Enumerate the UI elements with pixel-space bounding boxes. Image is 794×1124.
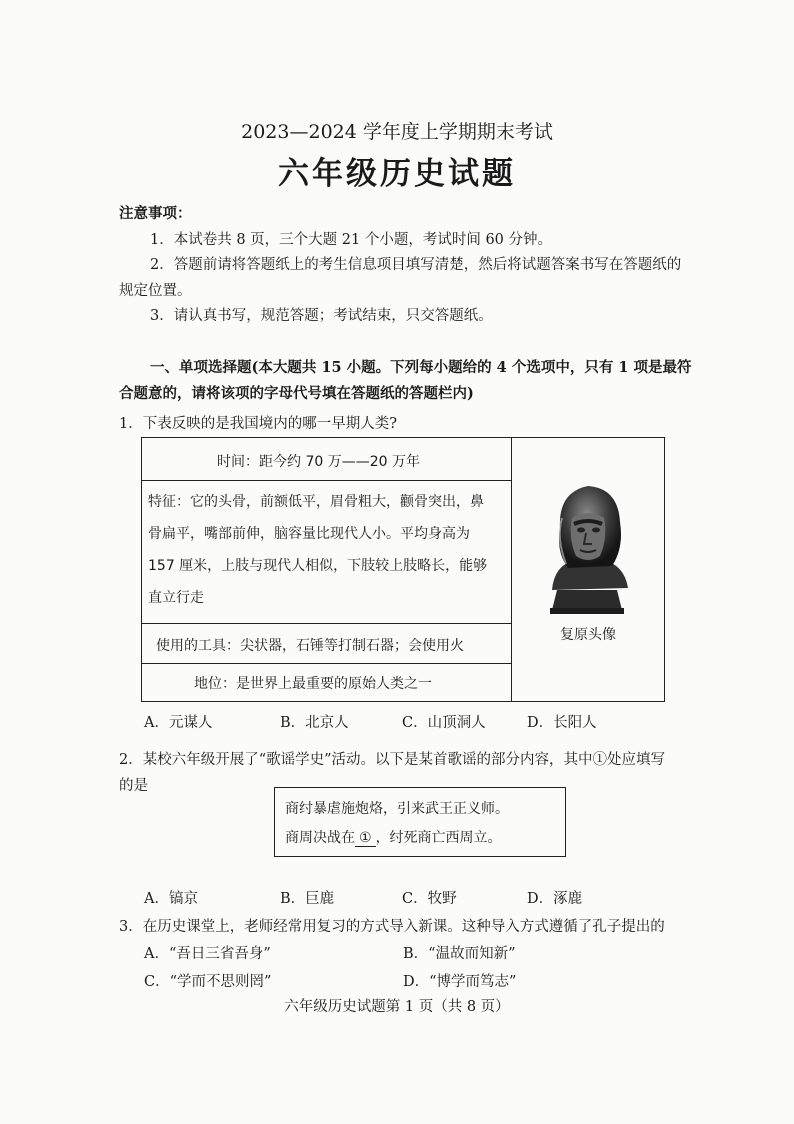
question-3-option: D．“博学而笃志” — [403, 974, 517, 990]
section-heading: 合题意的，请将该项的字母代号填在答题纸的答题栏内) — [119, 385, 474, 402]
note-item: 1．本试卷共 8 页，三个大题 21 个小题，考试时间 60 分钟。 — [150, 232, 553, 248]
table-features-line: 骨扁平，嘴部前伸，脑容量比现代人小。平均身高为 — [148, 526, 470, 542]
question-3-stem: 3．在历史课堂上，老师经常用复习的方式导入新课。这种导入方式遵循了孔子提出的 — [119, 919, 665, 935]
table-features-line: 直立行走 — [148, 590, 204, 606]
question-3-option: C．“学而不思则罔” — [144, 974, 272, 990]
question-2-option: A．镐京 — [144, 891, 198, 907]
table-time-row — [142, 438, 511, 481]
question-2-stem: 2．某校六年级开展了“歌谣学史”活动。以下是某首歌谣的部分内容，其中①处应填写 — [119, 752, 666, 768]
bust-image-cell — [512, 438, 664, 701]
question-1-stem: 1．下表反映的是我国境内的哪一早期人类? — [119, 416, 397, 432]
table-time: 时间：距今约 70 万——20 万年 — [217, 454, 420, 470]
question-1-option: A．元谋人 — [144, 715, 213, 731]
question-1-option: C．山顶洞人 — [402, 715, 486, 731]
reconstructed-head-image — [532, 478, 642, 618]
notes-heading: 注意事项： — [119, 205, 192, 222]
song-line-part: ，纣死商亡西周立。 — [375, 830, 502, 846]
question-3-option: B．“温故而知新” — [403, 946, 516, 962]
note-item: 2．答题前请将答题纸上的考生信息项目填写清楚，然后将试题答案书写在答题纸的 — [150, 257, 682, 273]
table-features-line: 157 厘米，上肢与现代人相似，下肢较上肢略长，能够 — [148, 558, 488, 574]
question-1-option: D．长阳人 — [527, 715, 597, 731]
question-2-option: D．涿鹿 — [527, 891, 583, 907]
image-caption: 复原头像 — [560, 627, 616, 643]
question-3-option: A．“吾日三省吾身” — [144, 946, 271, 962]
song-line-part: 商周决战在 — [285, 830, 355, 846]
song-line: 商纣暴虐施炮烙，引来武王正义师。 — [285, 801, 509, 817]
table-info-column — [142, 438, 512, 701]
page-footer: 六年级历史试题第 1 页（共 8 页） — [284, 999, 510, 1015]
note-item: 规定位置。 — [119, 283, 192, 299]
song-line — [285, 827, 502, 847]
question-2-stem: 的是 — [119, 778, 148, 794]
table-features-row — [142, 481, 511, 624]
section-heading: 一、单项选择题(本大题共 15 小题。下列每小题给的 4 个选项中，只有 1 项是最符 — [150, 359, 692, 376]
table-status: 地位：是世界上最重要的原始人类之一 — [194, 676, 432, 692]
question-2-option: C．牧野 — [402, 891, 457, 907]
question-2-option: B．巨鹿 — [280, 891, 335, 907]
question-1-option: B．北京人 — [280, 715, 349, 731]
table-tools-row — [142, 624, 511, 664]
song-box — [274, 787, 566, 857]
table-status-row — [142, 664, 511, 701]
paper-title: 六年级历史试题 — [278, 156, 516, 192]
question-1-table — [141, 437, 665, 702]
exam-title: 2023—2024 学年度上学期期末考试 — [241, 121, 553, 143]
song-blank: ① — [355, 830, 376, 847]
note-item: 3．请认真书写，规范答题；考试结束，只交答题纸。 — [150, 308, 493, 324]
table-tools: 使用的工具：尖状器，石锤等打制石器；会使用火 — [156, 638, 464, 654]
table-features-line: 特征：它的头骨，前额低平，眉骨粗大，颧骨突出，鼻 — [148, 494, 484, 510]
